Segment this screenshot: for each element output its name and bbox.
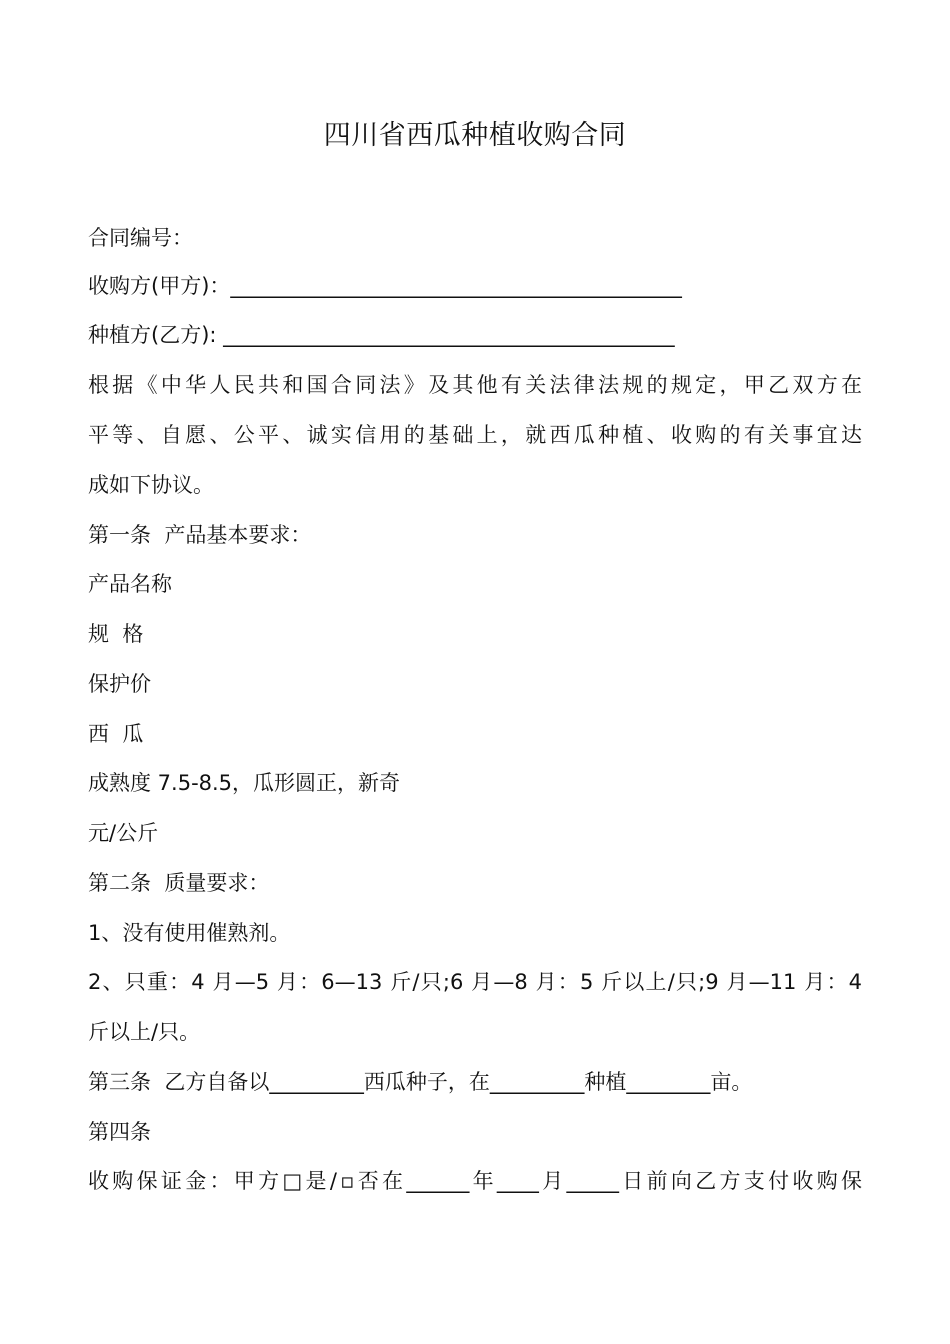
preamble-line-2: 平等、自愿、公平、诚实信用的基础上，就西瓜种植、收购的有关事宜达 [88, 423, 862, 447]
article-1-heading: 第一条 产品基本要求： [88, 523, 312, 547]
article-4-heading: 第四条 [88, 1120, 151, 1144]
quality-item-2-line-1: 2、只重：4 月—5 月：6—13 斤/只;6 月—8 月：5 斤以上/只;9 月—11 月：4 [88, 970, 862, 994]
quality-item-1: 1、没有使用催熟剂。 [88, 921, 291, 945]
article-3-line: 第三条 乙方自备以_________西瓜种子，在_________种植________亩。 [88, 1070, 753, 1094]
price-unit-value: 元/公斤 [88, 821, 159, 845]
contract-number-line: 合同编号： [88, 226, 193, 250]
article-2-heading: 第二条 质量要求： [88, 871, 270, 895]
deposit-line: 收购保证金：甲方□是/▫否在______年____月_____日前向乙方支付收购保 [88, 1169, 862, 1193]
preamble-line-1: 根据《中华人民共和国合同法》及其他有关法律法规的规定，甲乙双方在 [88, 373, 862, 397]
grower-line: 种植方(乙方): ___________________________________________ [88, 323, 675, 347]
product-name-value: 西 瓜 [88, 722, 144, 746]
document-title: 四川省西瓜种植收购合同 [323, 120, 627, 151]
product-name-label: 产品名称 [88, 572, 172, 596]
protect-price-label: 保护价 [88, 672, 151, 696]
spec-value: 成熟度 7.5-8.5，瓜形圆正，新奇 [88, 771, 401, 795]
quality-item-2-line-2: 斤以上/只。 [88, 1020, 201, 1044]
buyer-line: 收购方(甲方)：___________________________________________ [88, 274, 682, 298]
preamble-line-3: 成如下协议。 [88, 473, 214, 497]
spec-label: 规 格 [88, 622, 144, 646]
